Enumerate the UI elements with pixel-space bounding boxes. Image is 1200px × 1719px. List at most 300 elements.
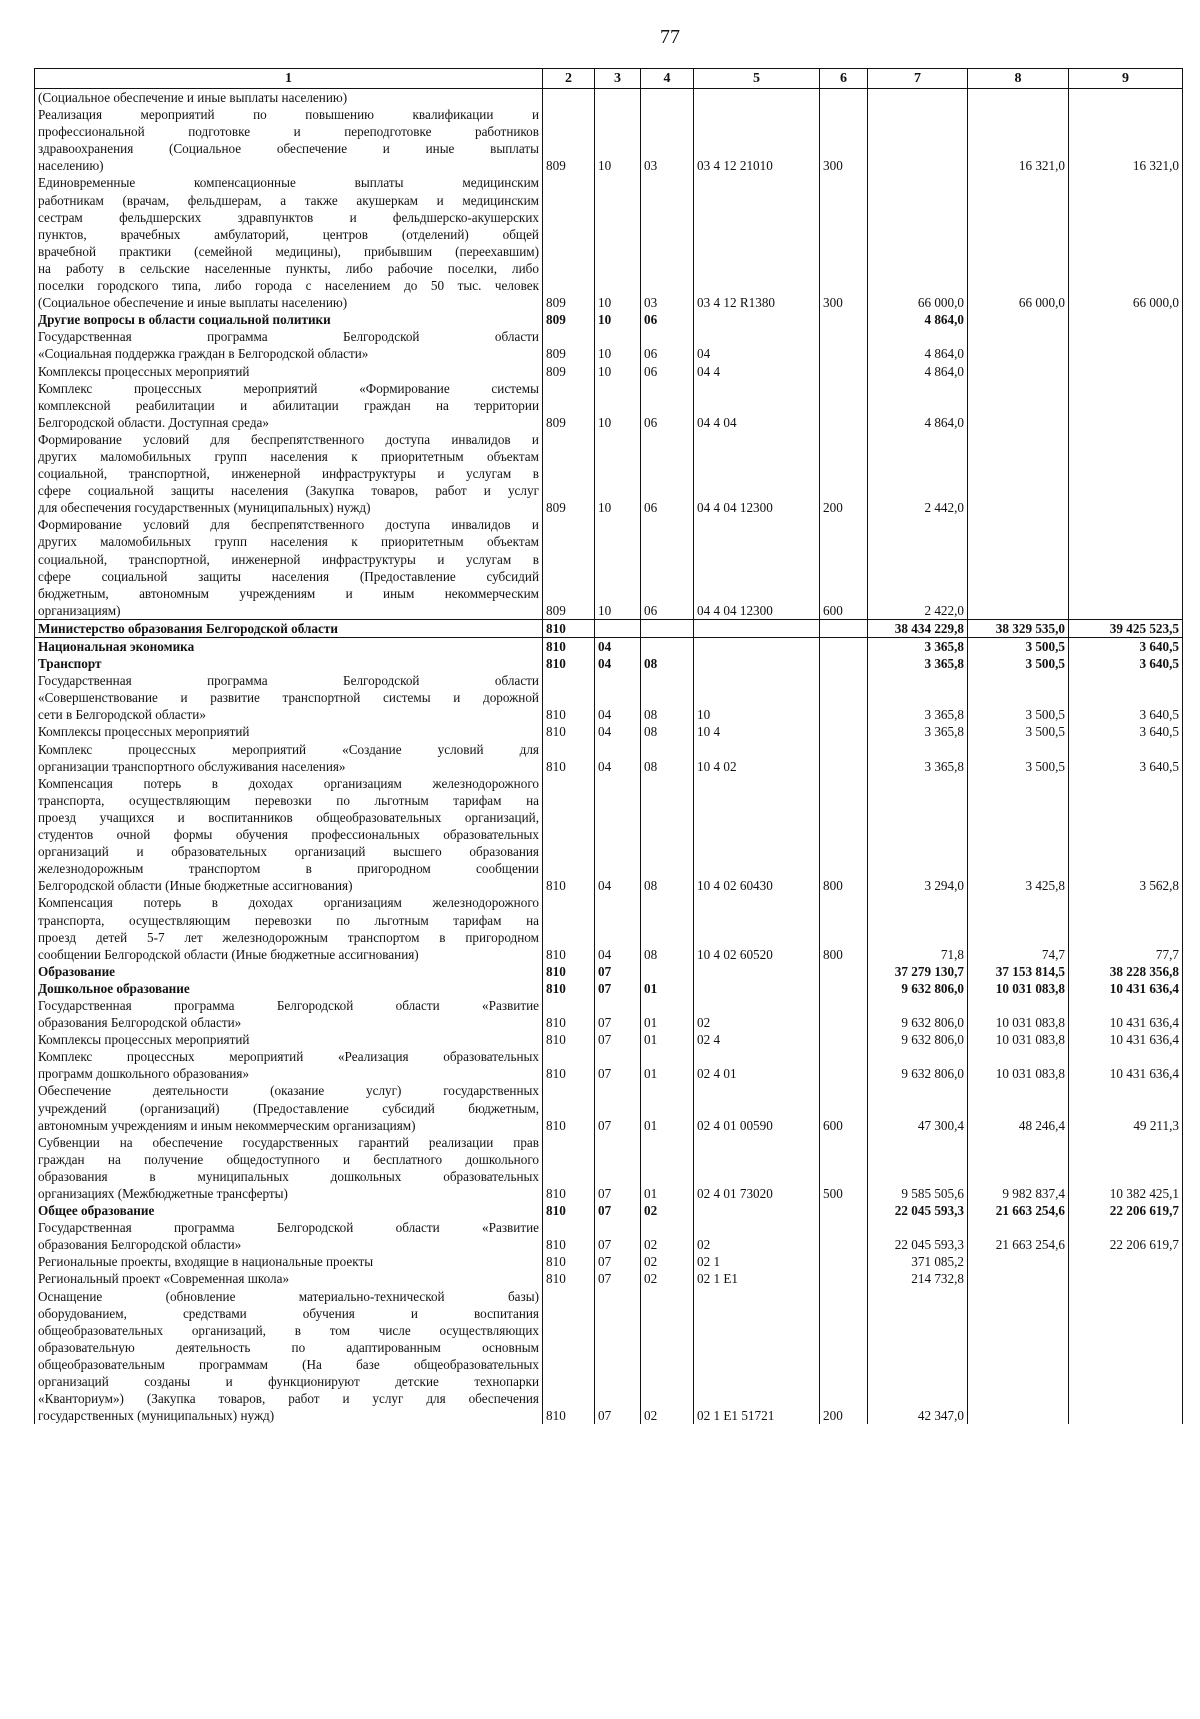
table-row	[35, 1134, 1183, 1202]
row-description	[35, 1082, 543, 1133]
amount-cell-c7: 42 347,0	[868, 1288, 968, 1425]
code-cell-c3: 07	[595, 1219, 641, 1253]
code-cell-c6	[820, 1048, 868, 1082]
description-line: Государственная программа Белгородской области	[38, 329, 539, 345]
amount-cell-c8	[968, 89, 1069, 107]
table-row	[35, 775, 1183, 895]
description-line: программ дошкольного образования»	[38, 1066, 250, 1082]
description-line: Министерство образования Белгородской области	[38, 620, 338, 636]
code-cell-c6	[820, 963, 868, 980]
amount-cell-c8: 10 031 083,8	[968, 980, 1069, 997]
code-cell-c5: 04 4	[694, 363, 820, 380]
code-cell-c4: 08	[641, 894, 694, 962]
code-cell-c2: 810	[543, 723, 595, 740]
amount-cell-c8: 10 031 083,8	[968, 1048, 1069, 1082]
description-line: образования Белгородской области»	[38, 1015, 242, 1031]
budget-table	[34, 68, 1183, 1424]
amount-cell-c7: 9 585 505,6	[868, 1134, 968, 1202]
code-cell-c6: 200	[820, 1288, 868, 1425]
row-description	[35, 1270, 543, 1287]
description-line: сестрам фельдшерских здравпунктов и фельдшерско-акушерских	[38, 209, 539, 225]
amount-cell-c7: 3 365,8	[868, 741, 968, 775]
table-row	[35, 655, 1183, 672]
code-cell-c2: 809	[543, 431, 595, 516]
row-description	[35, 106, 543, 174]
code-cell-c4: 06	[641, 311, 694, 328]
description-line: (Социальное обеспечение и иные выплаты населению)	[38, 90, 348, 105]
amount-cell-c9	[1069, 1270, 1183, 1287]
amount-cell-c9: 3 640,5	[1069, 723, 1183, 740]
row-description	[35, 328, 543, 362]
amount-cell-c7: 22 045 593,3	[868, 1219, 968, 1253]
amount-cell-c9	[1069, 363, 1183, 380]
row-description	[35, 963, 543, 980]
row-description	[35, 380, 543, 431]
amount-cell-c8: 37 153 814,5	[968, 963, 1069, 980]
description-line: Формирование условий для беспрепятственного доступа инвалидов и	[38, 431, 539, 447]
code-cell-c3: 07	[595, 1288, 641, 1425]
code-cell-c3: 07	[595, 963, 641, 980]
code-cell-c4: 02	[641, 1202, 694, 1219]
description-line: социальной, транспортной, инженерной инфраструктуры и услугам в	[38, 551, 539, 567]
amount-cell-c9	[1069, 1253, 1183, 1270]
row-description	[35, 1288, 543, 1425]
code-cell-c2: 810	[543, 894, 595, 962]
code-cell-c2: 810	[543, 1048, 595, 1082]
amount-cell-c9: 10 431 636,4	[1069, 980, 1183, 997]
code-cell-c4: 02	[641, 1253, 694, 1270]
description-line: Белгородской области (Иные бюджетные ассигнования)	[38, 878, 353, 894]
description-line: на работу в сельские населенные пункты, либо рабочие поселки, либо	[38, 260, 539, 276]
description-line: Транспорт	[38, 656, 102, 672]
code-cell-c5: 02 4 01	[694, 1048, 820, 1082]
description-line: Другие вопросы в области социальной политики	[38, 312, 331, 328]
code-cell-c2: 809	[543, 380, 595, 431]
amount-cell-c7: 2 422,0	[868, 516, 968, 619]
table-body	[35, 89, 1183, 1425]
description-line: Региональные проекты, входящие в национальные проекты	[38, 1254, 374, 1270]
amount-cell-c9	[1069, 431, 1183, 516]
row-description	[35, 980, 543, 997]
row-description	[35, 638, 543, 656]
amount-cell-c9	[1069, 89, 1183, 107]
code-cell-c4: 02	[641, 1270, 694, 1287]
amount-cell-c9: 10 382 425,1	[1069, 1134, 1183, 1202]
column-header: 5	[694, 69, 820, 89]
code-cell-c4: 03	[641, 106, 694, 174]
code-cell-c4: 01	[641, 997, 694, 1031]
code-cell-c5	[694, 89, 820, 107]
code-cell-c3: 04	[595, 723, 641, 740]
code-cell-c6: 300	[820, 106, 868, 174]
description-line: пунктов, врачебных амбулаторий, центров (отделений) общей	[38, 226, 539, 242]
amount-cell-c7: 47 300,4	[868, 1082, 968, 1133]
description-line: Государственная программа Белгородской области	[38, 673, 539, 689]
code-cell-c5: 03 4 12 R1380	[694, 174, 820, 311]
description-line: общеобразовательным программам (На базе общеобразовательных	[38, 1356, 539, 1372]
code-cell-c3: 07	[595, 1031, 641, 1048]
amount-cell-c7: 9 632 806,0	[868, 1031, 968, 1048]
table-row	[35, 1048, 1183, 1082]
amount-cell-c7: 37 279 130,7	[868, 963, 968, 980]
description-line: Обеспечение деятельности (оказание услуг) государственных	[38, 1083, 539, 1099]
amount-cell-c7: 4 864,0	[868, 363, 968, 380]
amount-cell-c9	[1069, 311, 1183, 328]
amount-cell-c8: 3 425,8	[968, 775, 1069, 895]
description-line: здравоохранения (Социальное обеспечение и иные выплаты	[38, 141, 539, 157]
code-cell-c4: 01	[641, 1082, 694, 1133]
row-description	[35, 89, 543, 107]
amount-cell-c7: 371 085,2	[868, 1253, 968, 1270]
description-line: граждан на получение общедоступного и бесплатного дошкольного	[38, 1151, 539, 1167]
code-cell-c2: 810	[543, 741, 595, 775]
code-cell-c2: 810	[543, 1253, 595, 1270]
description-line: работникам (врачам, фельдшерам, а также акушеркам и медицинским	[38, 192, 539, 208]
code-cell-c5: 10 4 02 60520	[694, 894, 820, 962]
row-description	[35, 1134, 543, 1202]
description-line: врачебной практики (семейной медицины), прибывшим (переехавшим)	[38, 243, 539, 259]
code-cell-c5	[694, 655, 820, 672]
code-cell-c4: 08	[641, 672, 694, 723]
amount-cell-c7: 38 434 229,8	[868, 619, 968, 637]
code-cell-c3: 04	[595, 672, 641, 723]
amount-cell-c9: 38 228 356,8	[1069, 963, 1183, 980]
code-cell-c3: 07	[595, 1082, 641, 1133]
amount-cell-c8: 9 982 837,4	[968, 1134, 1069, 1202]
row-description	[35, 363, 543, 380]
table-row	[35, 89, 1183, 107]
code-cell-c6	[820, 1031, 868, 1048]
amount-cell-c8: 21 663 254,6	[968, 1202, 1069, 1219]
code-cell-c2: 809	[543, 516, 595, 619]
description-line: (Социальное обеспечение и иные выплаты населению)	[38, 295, 348, 311]
code-cell-c5	[694, 963, 820, 980]
amount-cell-c7: 9 632 806,0	[868, 997, 968, 1031]
code-cell-c2: 809	[543, 174, 595, 311]
amount-cell-c7: 214 732,8	[868, 1270, 968, 1287]
amount-cell-c8: 3 500,5	[968, 723, 1069, 740]
table-row	[35, 980, 1183, 997]
code-cell-c5: 04	[694, 328, 820, 362]
description-line: студентов очной формы обучения профессиональных образовательных	[38, 827, 539, 843]
row-description	[35, 723, 543, 740]
code-cell-c4: 06	[641, 380, 694, 431]
code-cell-c2: 810	[543, 619, 595, 637]
code-cell-c6: 200	[820, 431, 868, 516]
row-description	[35, 775, 543, 895]
row-description	[35, 1219, 543, 1253]
code-cell-c5: 02 4 01 00590	[694, 1082, 820, 1133]
amount-cell-c9: 49 211,3	[1069, 1082, 1183, 1133]
row-description	[35, 997, 543, 1031]
code-cell-c2: 810	[543, 1031, 595, 1048]
code-cell-c4: 06	[641, 363, 694, 380]
amount-cell-c8: 10 031 083,8	[968, 1031, 1069, 1048]
code-cell-c5	[694, 980, 820, 997]
amount-cell-c9: 10 431 636,4	[1069, 1031, 1183, 1048]
code-cell-c4	[641, 963, 694, 980]
description-line: транспорта, осуществляющим перевозки по льготным тарифам на	[38, 792, 539, 808]
amount-cell-c9	[1069, 380, 1183, 431]
code-cell-c6	[820, 655, 868, 672]
code-cell-c5: 04 4 04	[694, 380, 820, 431]
code-cell-c5	[694, 638, 820, 656]
table-row	[35, 431, 1183, 516]
code-cell-c6	[820, 328, 868, 362]
amount-cell-c8	[968, 1270, 1069, 1287]
description-line: общеобразовательных организаций, в том числе осуществляющих	[38, 1322, 539, 1338]
code-cell-c6	[820, 89, 868, 107]
amount-cell-c8: 21 663 254,6	[968, 1219, 1069, 1253]
code-cell-c2: 810	[543, 1082, 595, 1133]
amount-cell-c7: 3 365,8	[868, 672, 968, 723]
code-cell-c3	[595, 619, 641, 637]
code-cell-c4: 02	[641, 1219, 694, 1253]
description-line: Комплексы процессных мероприятий	[38, 1032, 250, 1048]
code-cell-c3: 04	[595, 638, 641, 656]
code-cell-c2: 810	[543, 655, 595, 672]
description-line: для обеспечения государственных (муниципальных) нужд)	[38, 500, 371, 516]
code-cell-c4: 08	[641, 655, 694, 672]
code-cell-c4: 01	[641, 1134, 694, 1202]
description-line: Государственная программа Белгородской области «Развитие	[38, 997, 539, 1013]
code-cell-c6	[820, 1270, 868, 1287]
description-line: сфере социальной защиты населения (Предоставление субсидий	[38, 568, 539, 584]
amount-cell-c7: 3 294,0	[868, 775, 968, 895]
code-cell-c5	[694, 1202, 820, 1219]
description-line: Национальная экономика	[38, 639, 195, 654]
column-header: 1	[35, 69, 543, 89]
description-line: Единовременные компенсационные выплаты медицинским	[38, 175, 539, 191]
code-cell-c4: 06	[641, 431, 694, 516]
amount-cell-c8	[968, 1288, 1069, 1425]
amount-cell-c9: 22 206 619,7	[1069, 1202, 1183, 1219]
code-cell-c3: 10	[595, 328, 641, 362]
code-cell-c2: 810	[543, 963, 595, 980]
code-cell-c5: 02 4 01 73020	[694, 1134, 820, 1202]
description-line: образовательную деятельность по адаптированным основным	[38, 1339, 539, 1355]
amount-cell-c8: 74,7	[968, 894, 1069, 962]
code-cell-c5: 04 4 04 12300	[694, 516, 820, 619]
row-description	[35, 655, 543, 672]
column-header: 4	[641, 69, 694, 89]
code-cell-c5: 02 1 Е1 51721	[694, 1288, 820, 1425]
code-cell-c3: 10	[595, 380, 641, 431]
code-cell-c2: 810	[543, 1134, 595, 1202]
table-row	[35, 1202, 1183, 1219]
code-cell-c2: 809	[543, 328, 595, 362]
description-line: «Кванториум») (Закупка товаров, работ и услуг для обеспечения	[38, 1391, 539, 1407]
code-cell-c5	[694, 619, 820, 637]
code-cell-c2: 809	[543, 363, 595, 380]
column-header: 9	[1069, 69, 1183, 89]
amount-cell-c8: 3 500,5	[968, 638, 1069, 656]
description-line: других маломобильных групп населения к приоритетным объектам	[38, 448, 539, 464]
code-cell-c6	[820, 380, 868, 431]
code-cell-c3: 07	[595, 1253, 641, 1270]
code-cell-c3	[595, 89, 641, 107]
code-cell-c5: 02	[694, 997, 820, 1031]
description-line: Комплекс процессных мероприятий «Формирование системы	[38, 380, 539, 396]
amount-cell-c7: 4 864,0	[868, 380, 968, 431]
row-description	[35, 516, 543, 619]
code-cell-c5: 02 1 Е1	[694, 1270, 820, 1287]
description-line: Комплексы процессных мероприятий	[38, 363, 250, 379]
amount-cell-c8: 3 500,5	[968, 655, 1069, 672]
amount-cell-c9: 3 562,8	[1069, 775, 1183, 895]
description-line: Компенсация потерь в доходах организациям железнодорожного	[38, 895, 539, 911]
amount-cell-c9: 10 431 636,4	[1069, 1048, 1183, 1082]
table-row	[35, 963, 1183, 980]
description-line: «Совершенствование и развитие транспортной системы и дорожной	[38, 690, 539, 706]
code-cell-c6: 800	[820, 894, 868, 962]
description-line: транспорта, осуществляющим перевозки по льготным тарифам на	[38, 912, 539, 928]
table-row	[35, 638, 1183, 656]
amount-cell-c9	[1069, 328, 1183, 362]
table-row	[35, 1288, 1183, 1425]
amount-cell-c9	[1069, 516, 1183, 619]
amount-cell-c8	[968, 311, 1069, 328]
amount-cell-c9: 16 321,0	[1069, 106, 1183, 174]
code-cell-c3: 10	[595, 311, 641, 328]
code-cell-c3: 07	[595, 1134, 641, 1202]
code-cell-c5: 04 4 04 12300	[694, 431, 820, 516]
code-cell-c6: 600	[820, 516, 868, 619]
code-cell-c6	[820, 980, 868, 997]
code-cell-c3: 07	[595, 1202, 641, 1219]
description-line: проезд детей 5-7 лет железнодорожным транспортом в пригородном	[38, 929, 539, 945]
amount-cell-c9: 77,7	[1069, 894, 1183, 962]
header-row	[35, 69, 1183, 89]
code-cell-c2: 810	[543, 775, 595, 895]
description-line: Субвенции на обеспечение государственных гарантий реализации прав	[38, 1134, 539, 1150]
code-cell-c5: 10 4 02 60430	[694, 775, 820, 895]
row-description	[35, 619, 543, 637]
amount-cell-c8	[968, 363, 1069, 380]
description-line: железнодорожным транспортом в пригородном сообщении	[38, 861, 539, 877]
amount-cell-c9: 3 640,5	[1069, 672, 1183, 723]
amount-cell-c7: 66 000,0	[868, 174, 968, 311]
code-cell-c4	[641, 619, 694, 637]
row-description	[35, 1031, 543, 1048]
code-cell-c6: 300	[820, 174, 868, 311]
row-description	[35, 431, 543, 516]
amount-cell-c8: 38 329 535,0	[968, 619, 1069, 637]
amount-cell-c8: 16 321,0	[968, 106, 1069, 174]
description-line: учреждений (организаций) (Предоставление субсидий бюджетным,	[38, 1100, 539, 1116]
row-description	[35, 1048, 543, 1082]
code-cell-c2: 809	[543, 311, 595, 328]
description-line: Региональный проект «Современная школа»	[38, 1271, 290, 1287]
code-cell-c5: 02	[694, 1219, 820, 1253]
table-row	[35, 741, 1183, 775]
code-cell-c2: 810	[543, 638, 595, 656]
table-row	[35, 1031, 1183, 1048]
description-line: Образование	[38, 963, 116, 979]
code-cell-c5: 02 4	[694, 1031, 820, 1048]
description-line: Комплекс процессных мероприятий «Реализация образовательных	[38, 1049, 539, 1065]
code-cell-c4: 02	[641, 1288, 694, 1425]
description-line: бюджетным, автономным учреждениям и иным некоммерческим	[38, 585, 539, 601]
description-line: Реализация мероприятий по повышению квалификации и	[38, 107, 539, 123]
description-line: Компенсация потерь в доходах организациям железнодорожного	[38, 775, 539, 791]
table-row	[35, 516, 1183, 619]
code-cell-c4: 06	[641, 328, 694, 362]
description-line: автономным учреждениям и иным некоммерческим организациям)	[38, 1117, 416, 1133]
description-line: оборудованием, средствами обучения и воспитания	[38, 1305, 539, 1321]
table-row	[35, 174, 1183, 311]
amount-cell-c7: 9 632 806,0	[868, 980, 968, 997]
code-cell-c4	[641, 638, 694, 656]
code-cell-c6: 500	[820, 1134, 868, 1202]
code-cell-c5: 03 4 12 21010	[694, 106, 820, 174]
code-cell-c2: 809	[543, 106, 595, 174]
table-row	[35, 1253, 1183, 1270]
description-line: сообщении Белгородской области (Иные бюджетные ассигнования)	[38, 946, 419, 962]
code-cell-c5	[694, 311, 820, 328]
code-cell-c5: 10 4	[694, 723, 820, 740]
code-cell-c3: 07	[595, 1270, 641, 1287]
row-description	[35, 174, 543, 311]
description-line: государственных (муниципальных) нужд)	[38, 1408, 275, 1424]
description-line: образования Белгородской области»	[38, 1237, 242, 1253]
table-row	[35, 723, 1183, 740]
description-line: «Социальная поддержка граждан в Белгородской области»	[38, 346, 369, 362]
amount-cell-c8: 66 000,0	[968, 174, 1069, 311]
column-header: 6	[820, 69, 868, 89]
amount-cell-c9: 22 206 619,7	[1069, 1219, 1183, 1253]
table-row	[35, 1082, 1183, 1133]
code-cell-c6	[820, 1219, 868, 1253]
code-cell-c3: 04	[595, 741, 641, 775]
amount-cell-c8: 10 031 083,8	[968, 997, 1069, 1031]
amount-cell-c7: 2 442,0	[868, 431, 968, 516]
row-description	[35, 1202, 543, 1219]
code-cell-c3: 10	[595, 106, 641, 174]
code-cell-c2: 810	[543, 1219, 595, 1253]
description-line: Формирование условий для беспрепятственного доступа инвалидов и	[38, 517, 539, 533]
table-row	[35, 328, 1183, 362]
code-cell-c3: 10	[595, 363, 641, 380]
code-cell-c4: 08	[641, 741, 694, 775]
code-cell-c5: 10 4 02	[694, 741, 820, 775]
table-row	[35, 380, 1183, 431]
table-row	[35, 106, 1183, 174]
code-cell-c2	[543, 89, 595, 107]
page-number: 77	[660, 26, 680, 48]
row-description	[35, 741, 543, 775]
description-line: организациям)	[38, 602, 121, 618]
description-line: Комплексы процессных мероприятий	[38, 724, 250, 740]
code-cell-c6	[820, 1253, 868, 1270]
code-cell-c3: 04	[595, 894, 641, 962]
row-description	[35, 894, 543, 962]
description-line: социальной, транспортной, инженерной инфраструктуры и услугам в	[38, 466, 539, 482]
code-cell-c4: 01	[641, 1048, 694, 1082]
description-line: Дошкольное образование	[38, 980, 190, 996]
amount-cell-c7: 4 864,0	[868, 311, 968, 328]
code-cell-c6: 600	[820, 1082, 868, 1133]
amount-cell-c7: 22 045 593,3	[868, 1202, 968, 1219]
table-row	[35, 997, 1183, 1031]
table-row	[35, 1270, 1183, 1287]
code-cell-c4: 08	[641, 775, 694, 895]
amount-cell-c9: 3 640,5	[1069, 655, 1183, 672]
code-cell-c5: 02 1	[694, 1253, 820, 1270]
code-cell-c2: 810	[543, 980, 595, 997]
description-line: Общее образование	[38, 1203, 155, 1219]
description-line: организаций и образовательных организаций высшего образования	[38, 844, 539, 860]
